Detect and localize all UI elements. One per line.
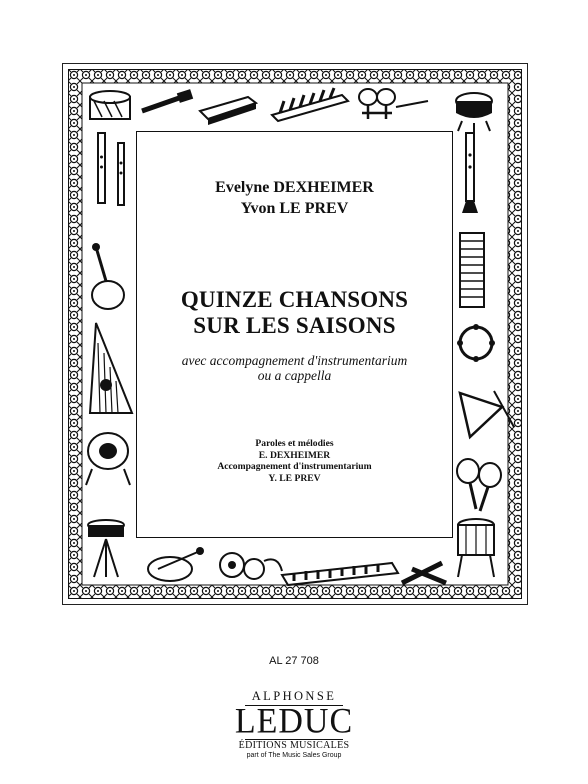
credits bbox=[137, 438, 452, 484]
subtitle-line: ou a cappella bbox=[257, 368, 332, 383]
snare-drum-icon bbox=[90, 91, 130, 119]
publisher-top: ALPHONSE bbox=[251, 689, 337, 703]
publisher-name: LEDUC bbox=[234, 702, 354, 741]
title-line: QUINZE CHANSONS bbox=[180, 287, 409, 312]
book-title bbox=[137, 287, 452, 339]
title-line: SUR LES SAISONS bbox=[193, 313, 396, 338]
book-subtitle bbox=[137, 353, 452, 383]
title-panel bbox=[136, 131, 453, 538]
catalog-number: AL 27 708 bbox=[269, 655, 319, 667]
author-name: Evelyne DEXHEIMER bbox=[215, 179, 374, 196]
authors bbox=[137, 177, 452, 219]
publisher-sub: ÉDITIONS MUSICALES bbox=[238, 740, 350, 751]
publisher-logo bbox=[0, 690, 588, 760]
author-name: Yvon LE PREV bbox=[240, 200, 349, 217]
publisher-group: part of The Music Sales Group bbox=[246, 752, 342, 759]
credit-line: E. DEXHEIMER bbox=[258, 449, 331, 461]
credit-line: Y. LE PREV bbox=[268, 472, 321, 484]
credit-line: Paroles et mélodies bbox=[255, 438, 334, 449]
metallophone-icon bbox=[460, 233, 484, 307]
credit-line: Accompagnement d'instrumentarium bbox=[217, 461, 372, 472]
subtitle-line: avec accompagnement d'instrumentarium bbox=[181, 353, 408, 368]
